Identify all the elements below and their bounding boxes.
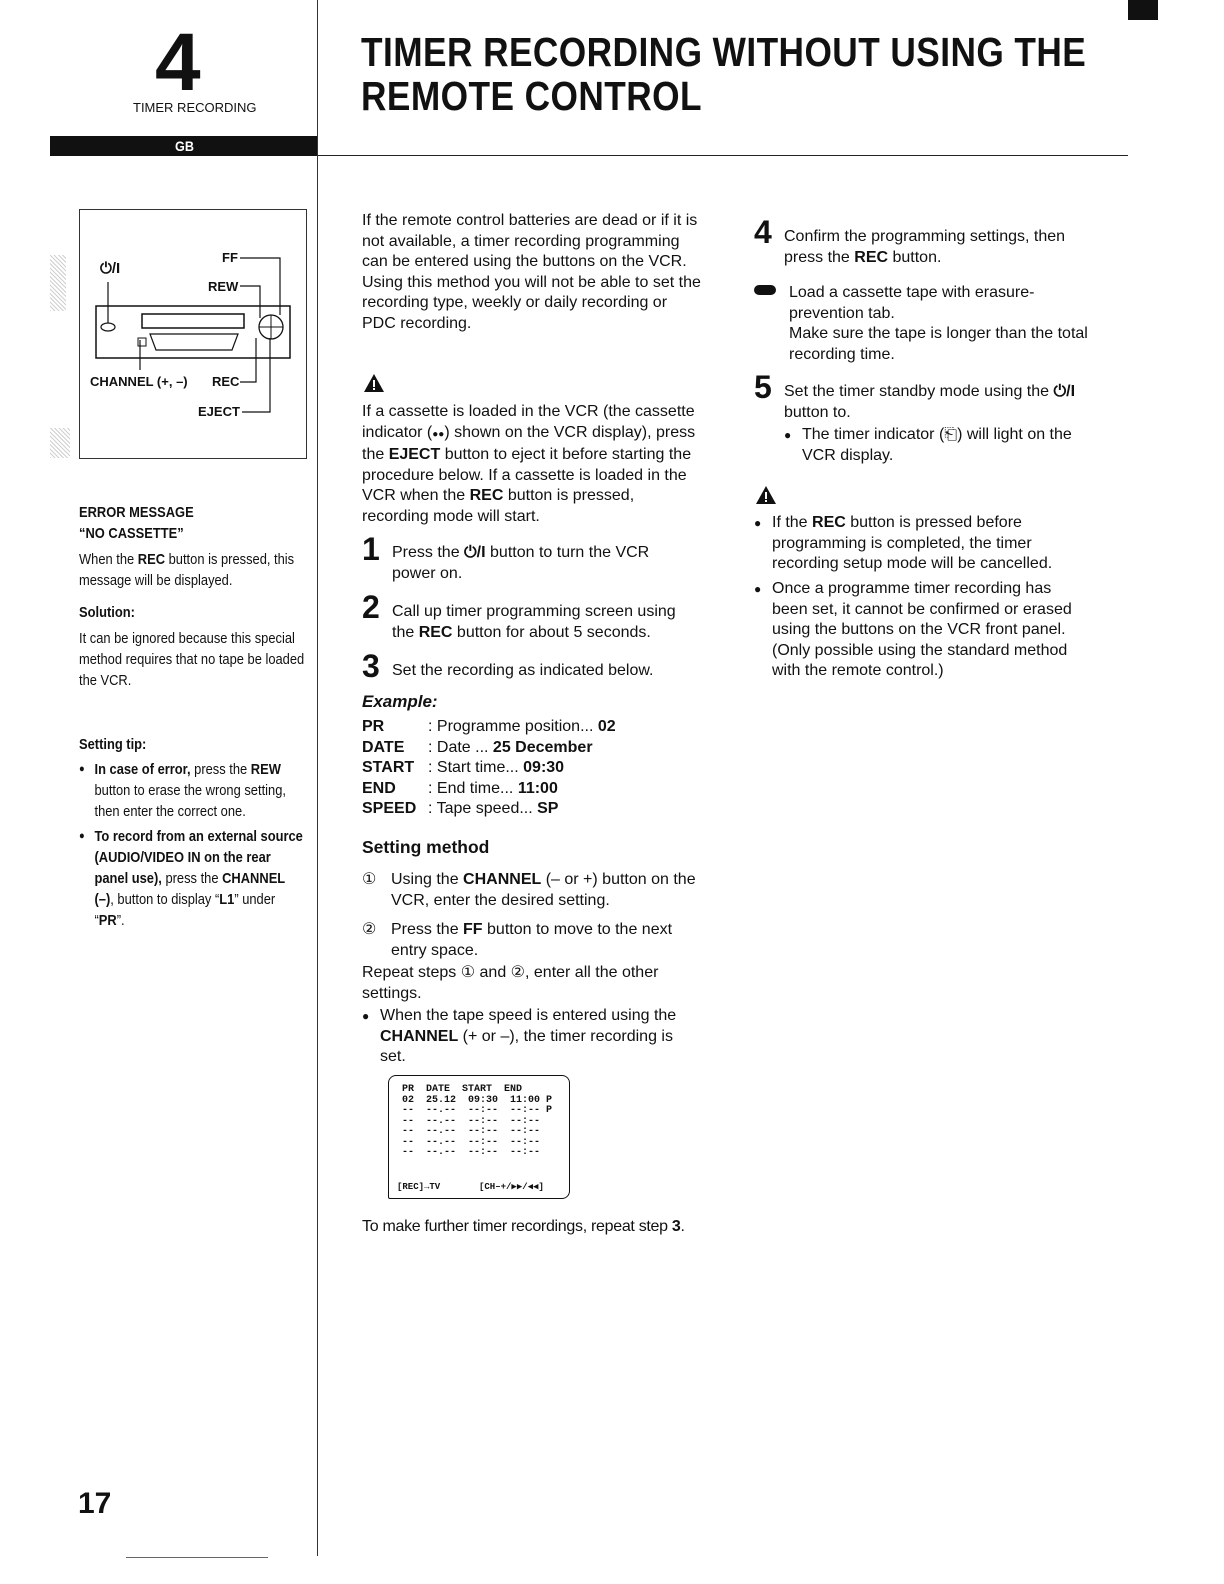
vcr-front-panel-diagram — [79, 209, 307, 459]
scan-noise — [50, 255, 66, 311]
step-number: 1 — [362, 531, 380, 567]
power-button — [101, 323, 115, 331]
language-code: GB — [174, 138, 194, 154]
rec-label: REC — [212, 374, 240, 389]
method-step-2: ② Press the FF button to move to the next entry space. — [362, 921, 673, 959]
page-number: 17 — [78, 1487, 112, 1520]
step-2-text: Call up timer programming screen using the REC button for about 5 seconds. — [392, 603, 676, 641]
solution-block — [79, 602, 304, 691]
setting-tip-block — [79, 734, 304, 935]
step-number: 5 — [754, 369, 772, 405]
intro-text — [362, 211, 702, 334]
repeat-steps-text: Repeat steps ① and ②, enter all the other settings. — [362, 964, 659, 1002]
method-step-1: ① Using the CHANNEL (– or +) button on the VCR, enter the desired setting. — [362, 871, 696, 909]
language-bar — [50, 136, 318, 156]
example-row: END : End time... 11:00 — [362, 779, 558, 797]
step-number: 2 — [362, 589, 380, 625]
solution-text: It can be ignored because this special method requires that no tape be loaded the VCR. — [79, 630, 305, 689]
intro-paragraph: Using this method you will not be able to set the recording type, weekly or daily recording or PDC recording. — [362, 273, 701, 332]
vcr-diagram-svg — [80, 210, 306, 458]
corner-tab-mark — [1128, 0, 1158, 20]
example-row: PR : Programme position... 02 — [362, 718, 616, 735]
timer-indicator-icon: ⎗ — [944, 426, 958, 443]
column-divider — [317, 0, 318, 1556]
timer-indicator-note: ● The timer indicator (⎗) will light on the VCR display. — [784, 426, 1072, 464]
page-title-line2: REMOTE CONTROL — [361, 73, 702, 119]
channel-label: CHANNEL (+, –) — [90, 374, 188, 389]
osd-table: PR DATE START END 02 25.12 09:30 11:00 P -- --.-- --:-- --:-- P -- --.-- --:-- --:-- -- --.-- --:-- --:-- -- --.-- --:-- --:-- -- --.-- --:-- --:-- — [402, 1084, 553, 1158]
cassette-indicator-icon: ●● — [432, 428, 445, 440]
ff-label: FF — [222, 250, 238, 265]
further-recordings-text: To make further timer recordings, repeat step 3. — [362, 1218, 685, 1235]
chapter-label: TIMER RECORDING — [133, 100, 257, 115]
page-title — [361, 30, 1101, 118]
timer-osd-screen — [388, 1075, 570, 1199]
chapter-number: 4 — [155, 17, 199, 108]
error-name: “NO CASSETTE” — [79, 525, 184, 542]
caution-icon — [755, 485, 777, 505]
display-window — [150, 334, 238, 350]
osd-footer-right: [CH–+/▶▶/◀◀] — [479, 1182, 544, 1192]
solution-heading: Solution: — [79, 604, 135, 621]
footer-underline — [126, 1557, 268, 1558]
caution-icon — [363, 373, 385, 393]
tape-speed-note: ● When the tape speed is entered using the CHANNEL (+ or –), the timer recording is set. — [362, 1007, 677, 1065]
cassette-tape-icon — [754, 285, 776, 295]
tape-note: Load a cassette tape with erasure-prevention tab. Make sure the tape is longer than the total recording time. — [789, 284, 1088, 363]
power-label: ⏻/I — [100, 260, 121, 277]
caution-note: ● If the REC button is pressed before programming is completed, the timer recording setup mode will be cancelled. — [754, 514, 1053, 572]
example-table — [362, 717, 616, 820]
example-heading: Example: — [362, 692, 438, 711]
step-4-text: Confirm the programming settings, then press the REC button. — [784, 228, 1066, 266]
tip-item: ● In case of error, press the REW button to erase the wrong setting, then enter the correct one. — [79, 759, 304, 822]
tip-item: ● To record from an external source (AUDIO/VIDEO IN on the rear panel use), press the CHANNEL (–), button to display “L1” under “PR”. — [79, 826, 304, 931]
error-heading: ERROR MESSAGE — [79, 504, 194, 521]
intro-paragraph: If the remote control batteries are dead or if it is not available, a timer recording programming can be entered using the buttons on the VCR. — [362, 212, 698, 270]
step-3-text: Set the recording as indicated below. — [392, 662, 654, 679]
example-row: START : Start time... 09:30 — [362, 759, 565, 776]
caution-note: ● Once a programme timer recording has been set, it cannot be confirmed or erased using the buttons on the VCR front panel. (Only possible using the standard method with the remote control.) — [754, 580, 1072, 679]
step-1-text: Press the ⏻/I button to turn the VCR power on. — [392, 544, 650, 582]
step-number: 3 — [362, 648, 380, 684]
example-row: DATE : Date ... 25 December — [362, 738, 593, 756]
scan-noise — [50, 428, 70, 458]
error-message-block — [79, 502, 304, 591]
osd-footer-left: [REC]→TV — [397, 1182, 441, 1192]
error-text: When the REC button is pressed, this message will be displayed. — [79, 551, 295, 589]
cassette-slot — [142, 314, 244, 328]
page-title-line1: TIMER RECORDING WITHOUT USING THE — [361, 29, 1087, 75]
setting-method-heading: Setting method — [362, 837, 490, 857]
example-row: SPEED : Tape speed... SP — [362, 800, 559, 817]
step-5-text: Set the timer standby mode using the ⏻/I button to. — [784, 383, 1076, 421]
rew-label: REW — [208, 279, 239, 294]
tip-heading: Setting tip: — [79, 736, 147, 753]
step-number: 4 — [754, 214, 772, 250]
cassette-warning: If a cassette is loaded in the VCR (the cassette indicator (●●) shown on the VCR display), press the EJECT button to eject it before starting the procedure below. If a cassette is loaded in the VCR when the REC button is pressed, recording mode will start. — [362, 403, 696, 525]
eject-label: EJECT — [198, 404, 240, 419]
header-rule — [318, 155, 1128, 156]
